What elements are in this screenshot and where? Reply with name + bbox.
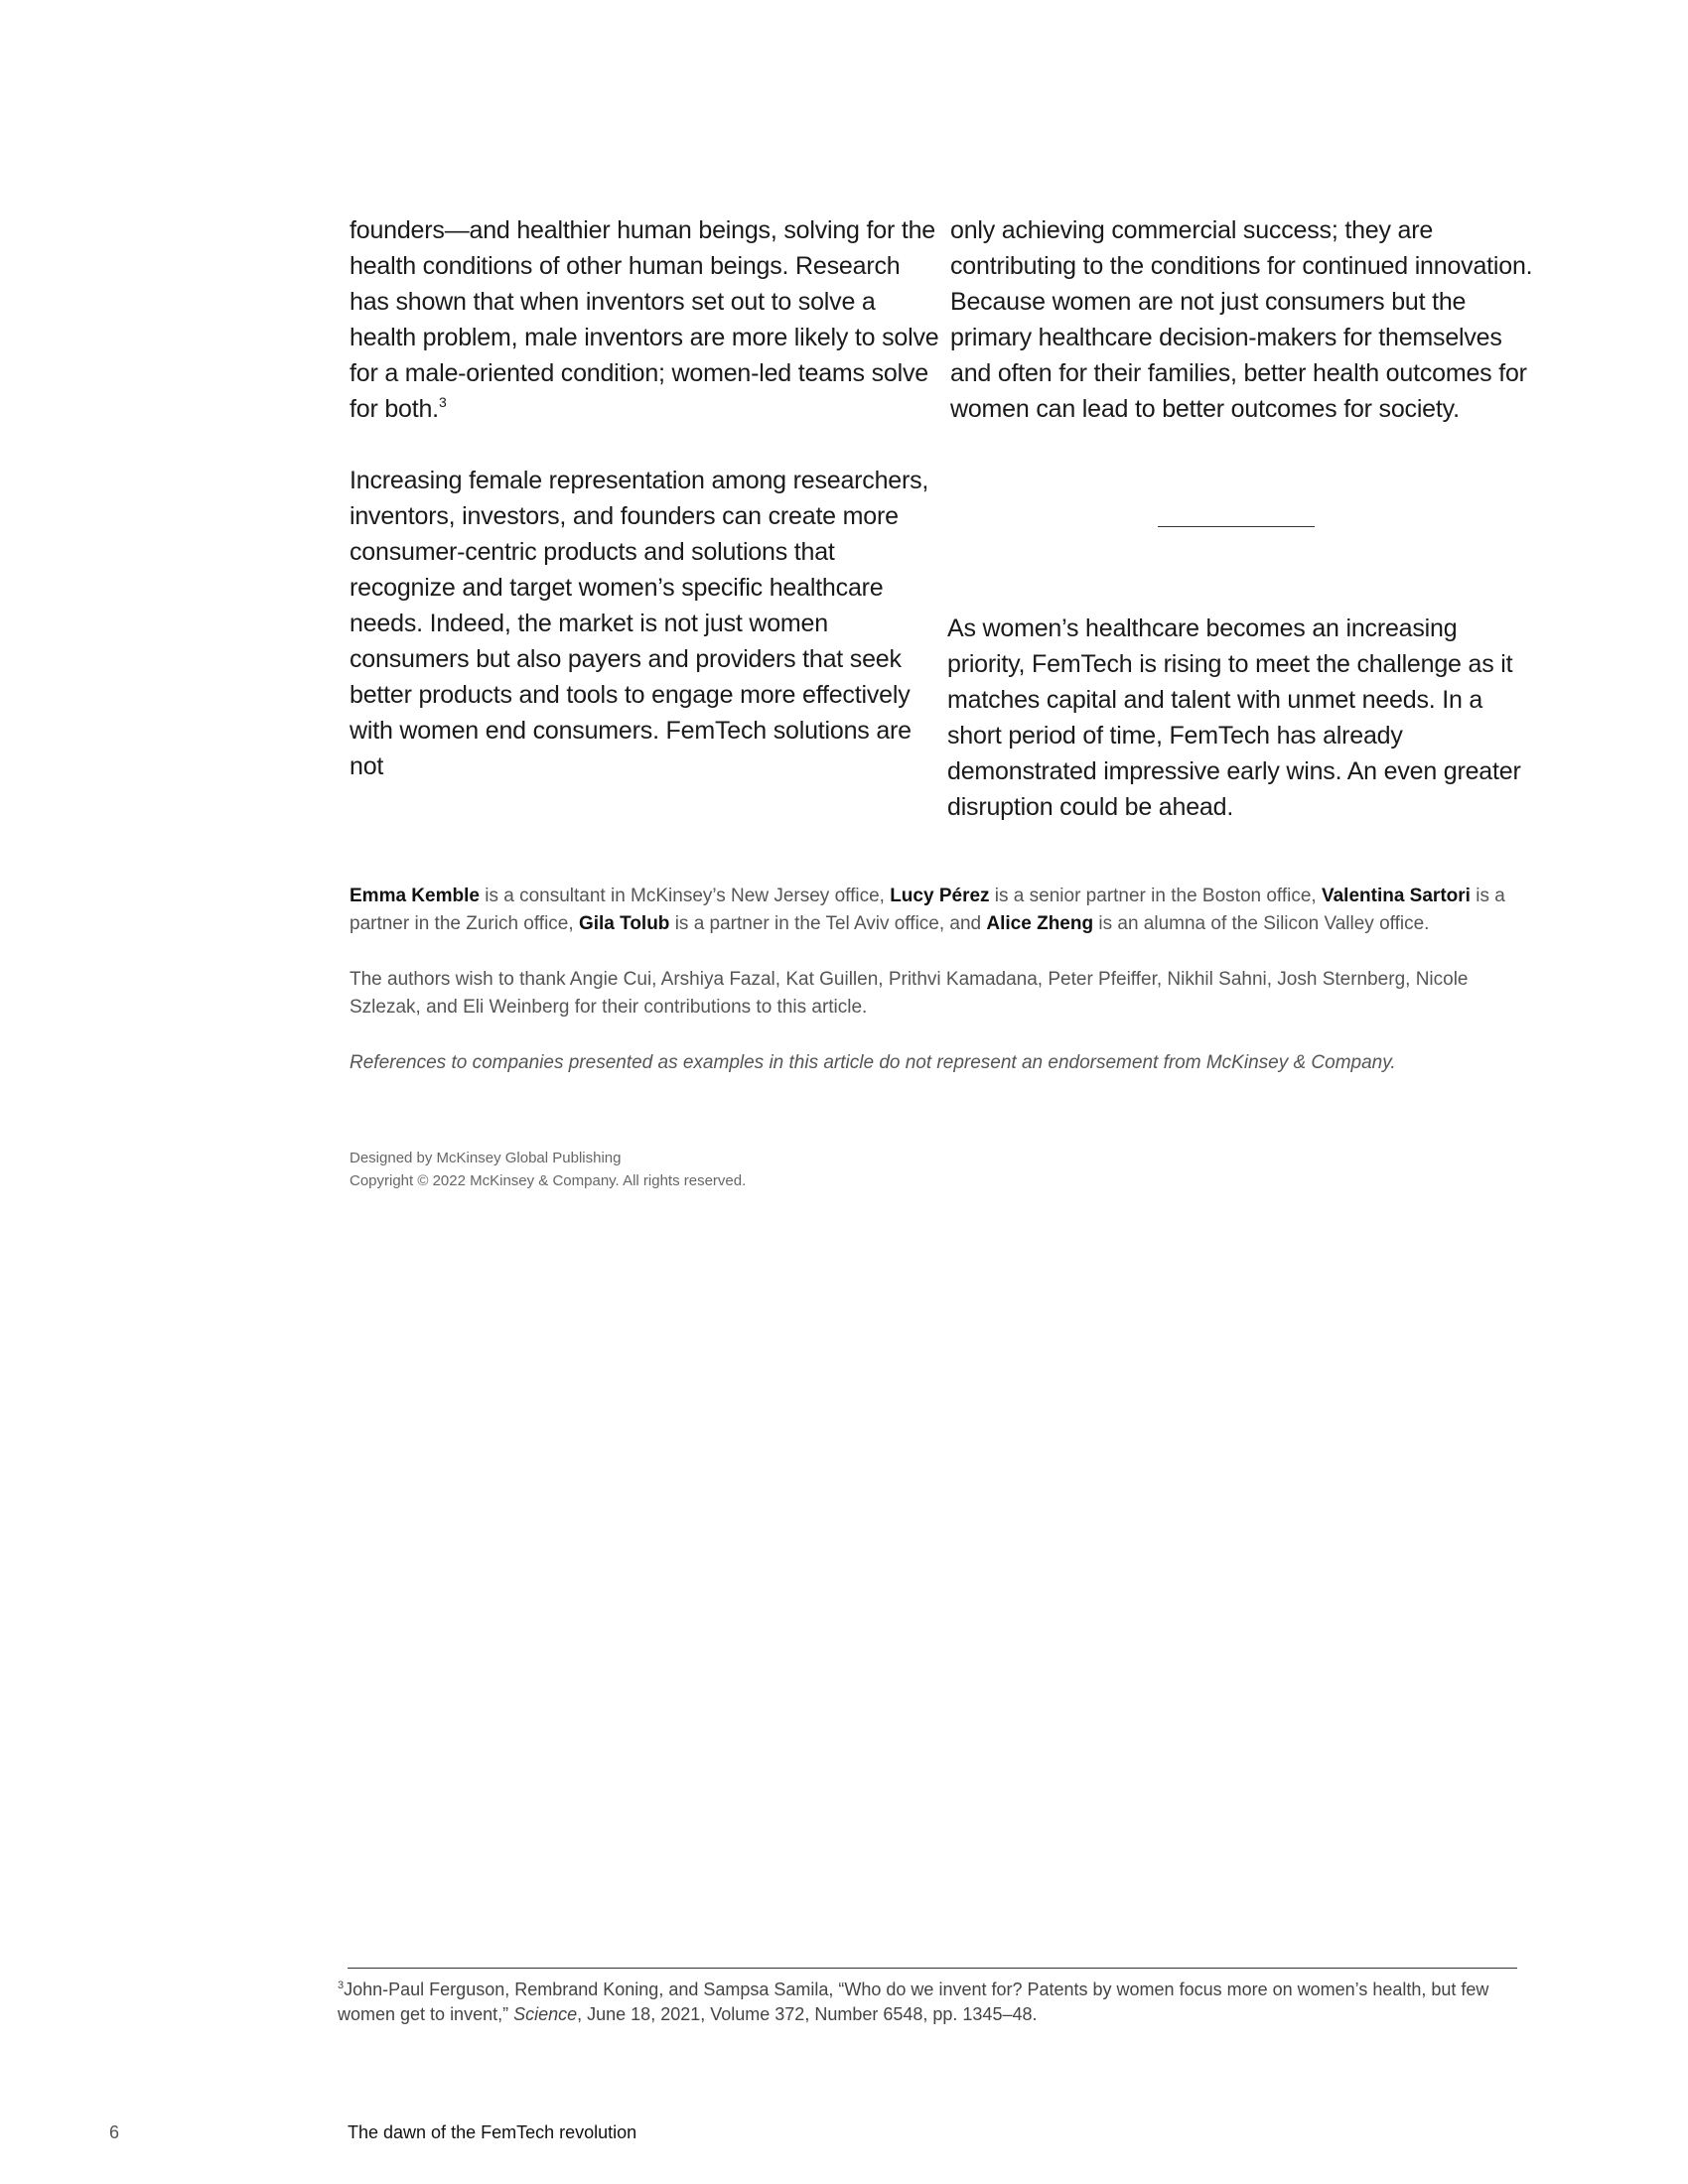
- copyright: Copyright © 2022 McKinsey & Company. All rights reserved.: [350, 1172, 747, 1189]
- author-name: Valentina Sartori: [1321, 886, 1471, 906]
- left-column: [350, 212, 940, 784]
- journal-name: Science: [513, 2004, 578, 2024]
- left-paragraph-2: Increasing female representation among researchers, inventors, investors, and founders can create more consumer-centric products and solutions that recognize and target women’s specific healthcare needs. Indeed, the market is not just women consumers but also payers and providers that seek better products and tools to engage more effectively with women end consumers. FemTech solutions are not: [350, 467, 929, 780]
- section-divider: [1158, 526, 1315, 527]
- designed-by: Designed by McKinsey Global Publishing: [350, 1150, 622, 1166]
- footnote: $^3$John-Paul Ferguson, Rembrand Koning, and Sampsa Samila, “Who do we invent for? Patents by women focus more on women’s health, but few women get to invent,” Science, June 18, 2021, Volume 372, Number 6548, pp. 1345–48.: [338, 1979, 1489, 2024]
- right-column: [947, 212, 1536, 821]
- footnote-reference[interactable]: 3: [438, 394, 447, 410]
- author-bios: Emma Kemble is a consultant in McKinsey’s New Jersey office, Lucy Pérez is a senior partner in the Boston office, Valentina Sartori is a partner in the Zurich office, Gila Tolub is a partner in the Tel Aviv office, and Alice Zheng is an alumna of the Silicon Valley office.: [350, 886, 1505, 934]
- right-paragraph-2: As women’s healthcare becomes an increasing priority, FemTech is rising to meet the challenge as it matches capital and talent with unmet needs. In a short period of time, FemTech has already demonstrated impressive early wins. An even greater disruption could be ahead.: [947, 614, 1521, 821]
- page-number: 6: [109, 2122, 120, 2142]
- disclaimer: References to companies presented as examples in this article do not represent an endorsement from McKinsey & Company.: [350, 1052, 1396, 1073]
- right-paragraph-1: only achieving commercial success; they are contributing to the conditions for continued innovation. Because women are not just consumers but the primary healthcare decision-makers for themselves and often for their families, better health outcomes for women can lead to better outcomes for society.: [950, 216, 1533, 423]
- author-notes: [350, 883, 1516, 1077]
- running-title: The dawn of the FemTech revolution: [348, 2122, 637, 2142]
- author-name: Lucy Pérez: [890, 886, 990, 906]
- publishing-credits: [350, 1147, 746, 1192]
- author-name: Alice Zheng: [986, 913, 1094, 934]
- footnote-divider: [348, 1968, 1517, 1969]
- author-name: Emma Kemble: [350, 886, 480, 906]
- author-name: Gila Tolub: [578, 913, 670, 934]
- footnote-number: 3: [338, 1979, 345, 1991]
- left-paragraph-1: founders—and healthier human beings, solving for the health conditions of other human beings. Research has shown that when inventors set out to solve a health problem, male inventors are more likely to solve for a male-oriented condition; women-led teams solve for both.$^3$: [350, 216, 939, 423]
- acknowledgements: The authors wish to thank Angie Cui, Arshiya Fazal, Kat Guillen, Prithvi Kamadana, Peter Pfeiffer, Nikhil Sahni, Josh Sternberg, Nicole Szlezak, and Eli Weinberg for their contributions to this article.: [350, 969, 1469, 1018]
